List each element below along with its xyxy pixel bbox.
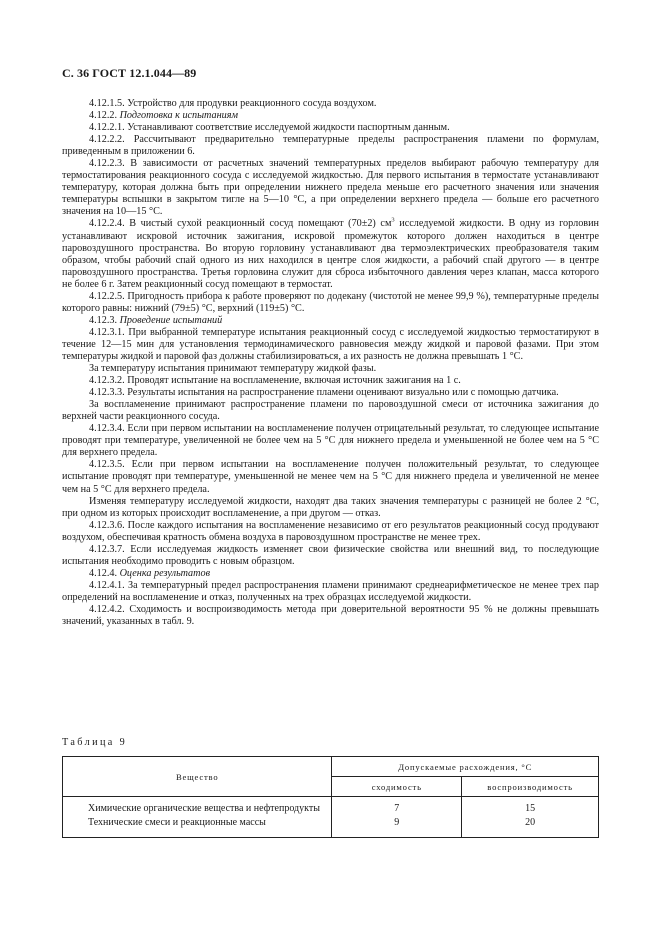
page-header: С. 36 ГОСТ 12.1.044—89 [62,66,197,80]
table-caption: Таблица 9 [62,737,128,748]
paragraph: 4.12.1.5. Устройство для продувки реакционного сосуда воздухом. [89,98,377,109]
section-heading: 4.12.2. Подготовка к испытаниям [89,110,239,122]
paragraph: 4.12.2.3. В зависимости от расчетных значений температурных пределов выбирают рабочую температуру для термостатирования реакционного сосуда с исследуемой жидкостью. Для первого испытания в термостате устанавливают температуру, которая должна быть при определении нижнего предела меньше его расчетного значения или значения температуры вспышки в закрытом тигле на 5—10 °С, а при определении верхнего предела — больше его расчетного значения на 10—15 °С. [62,158,599,218]
paragraph: 4.12.3.3. Результаты испытания на распространение пламени оценивают визуально или с помощью датчика. [89,387,559,399]
paragraph: 4.12.3.6. После каждого испытания на воспламенение независимо от его результатов реакционный сосуд продувают воздухом, обеспечивая кратность обмена воздуха в паровоздушном пространстве не менее трех. [62,519,599,543]
paragraph: За температуру испытания принимают температуру жидкой фазы. [89,363,377,375]
paragraph: 4.12.3.5. Если при первом испытании на воспламенение получен положительный результат, то следующее испытание проводят при температуре, уменьшенной не менее чем на 5 °С для нижнего предела и увеличенной не менее чем на 5 °С для верхнего предела. [62,459,599,495]
table-9 [62,756,599,838]
reproducibility-cell: 15 [462,797,599,816]
paragraph: 4.12.3.4. Если при первом испытании на воспламенение получен отрицательный результат, то следующее испытание проводят при температуре, увеличенной не более чем на 5 °С для нижнего предела и уменьшенной не более чем на 5 °С для верхнего предела. [62,423,599,459]
convergence-cell: 7 [332,797,462,816]
section-heading: 4.12.3. Проведение испытаний [89,314,223,326]
header-convergence: сходимость [332,777,462,797]
paragraph: 4.12.3.2. Проводят испытание на воспламенение, включая источник зажигания на 1 с. [89,375,461,387]
header-substance: Вещество [63,757,332,797]
convergence-cell: 9 [332,815,462,838]
paragraph: 4.12.3.7. Если исследуемая жидкость изменяет свои физические свойства или внешний вид, то последующие испытания необходимо проводить с новым образцом. [62,543,599,567]
paragraph: За воспламенение принимают распространение пламени по паровоздушной смеси от источника зажигания до верхней части реакционного сосуда. [62,399,599,423]
header-tolerances: Допускаемые расхождения, °С [332,757,599,777]
paragraph: 4.12.2.4. В чистый сухой реакционный сосуд помещают (70±2) $см^3$ исследуемой жидкости. В одну из горловин устанавливают искровой источник зажигания, искровой промежуток которого должен находиться в центре паровоздушного пространства. Во вторую горловину устанавливают два термоэлектрических преобразователя таким образом, чтобы рабочий спай одного из них находился в центре слоя жидкости, а рабочий спай другого — в центре паровоздушного пространства. Третья горловина служит для сброса избыточного давления через клапан, масса которого не более 6 г. Затем реакционный сосуд помещают в термостат. [62,217,599,290]
paragraph: 4.12.4.1. За температурный предел распространения пламени принимают среднеарифметическое не менее трех пар определений на воспламенение и отказ, полученных на трех образцах исследуемой жидкости. [62,579,599,603]
paragraph: 4.12.3.1. При выбранной температуре испытания реакционный сосуд с исследуемой жидкостью термостатируют в течение 12—15 мин для установления термодинамического равновесия между жидкой и паровой фазами. При этом температуры жидкой и паровой фаз должны стабилизироваться, а их разность не должна превышать 1 °С. [62,326,599,362]
section-heading: 4.12.4. Оценка результатов [89,567,211,579]
paragraph: Изменяя температуру исследуемой жидкости, находят два таких значения температуры с разницей не более 2 °С, при одном из которых происходит воспламенение, а при другом — отказ. [62,495,599,519]
substance-cell: Технические смеси и реакционные массы [63,815,332,838]
table-row [63,815,599,838]
reproducibility-cell: 20 [462,815,599,838]
table-row [63,797,599,816]
paragraph: 4.12.2.2. Рассчитывают предварительно температурные пределы распространения пламени по формулам, приведенным в приложении 6. [62,134,599,158]
paragraph: 4.12.2.5. Пригодность прибора к работе проверяют по додекану (чистотой не менее 99,9 %), температурные пределы которого равны: нижний (79±5) °С, верхний (119±5) °С. [62,290,599,314]
header-reproducibility: воспроизводимость [462,777,599,797]
substance-cell: Химические органические вещества и нефтепродукты [63,797,332,816]
document-body [62,98,599,628]
paragraph: 4.12.4.2. Сходимость и воспроизводимость метода при доверительной вероятности 95 % не должны превышать значений, указанных в табл. 9. [62,603,599,628]
paragraph: 4.12.2.1. Устанавливают соответствие исследуемой жидкости паспортным данным. [89,122,450,134]
